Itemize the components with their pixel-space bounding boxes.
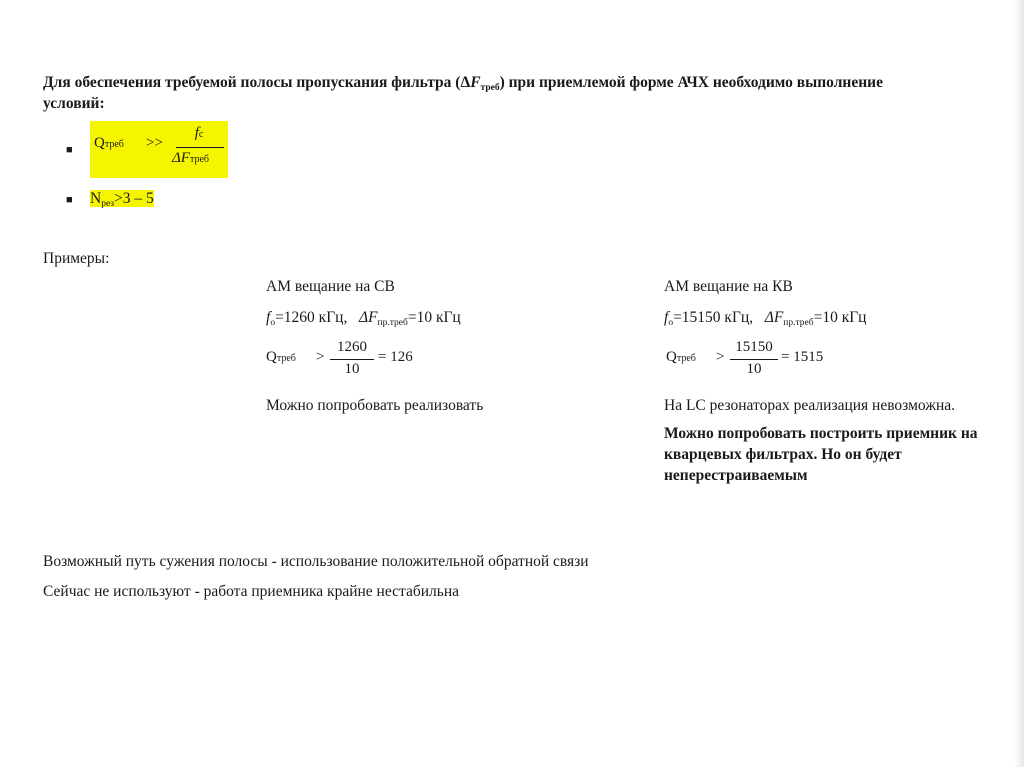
slide-edge-shadow bbox=[1014, 0, 1024, 767]
intro-line-2: условий: bbox=[43, 95, 105, 112]
example-left-params: $f_o=1260$ кГц, $\Delta F_{пр.треб}=10$ кГц bbox=[266, 309, 461, 328]
fraction-bar bbox=[176, 147, 224, 148]
example-right-title: АМ вещание на КВ bbox=[664, 278, 793, 295]
example-right-note-2-line-3: неперестраиваемым bbox=[664, 467, 808, 484]
condition-n-rez: $N_{рез}>3 - 5$ bbox=[90, 190, 154, 209]
fraction-bar bbox=[730, 359, 778, 360]
example-right-note-1: На LC резонаторах реализация невозможна. bbox=[664, 397, 956, 414]
example-left-note: Можно попробовать реализовать bbox=[266, 397, 484, 414]
example-right-note-2-line-1: Можно попробовать построить приемник на bbox=[664, 425, 978, 442]
condition-q-formula: Qтреб >> fc ΔFтреб bbox=[90, 121, 228, 178]
footer-line-2: Сейчас не используют - работа приемника крайне нестабильна bbox=[43, 583, 460, 600]
example-right-params: $f_o=15150$ кГц, $\Delta F_{пр.треб}=10$ кГц bbox=[664, 309, 867, 328]
footer-line-1: Возможный путь сужения полосы - использование положительной обратной связи bbox=[43, 553, 589, 570]
fraction-bar bbox=[330, 359, 374, 360]
intro-line-1: Для обеспечения требуемой полосы пропускания фильтра $(\Delta F_{треб})$ при приемлемой форме АЧХ необходимо выполнение bbox=[43, 74, 883, 93]
examples-heading: Примеры: bbox=[43, 250, 110, 267]
example-left-formula: Qтреб > 1260 10 = 126 bbox=[266, 339, 413, 377]
example-right-note-2-line-2: кварцевых фильтрах. Но он будет bbox=[664, 446, 902, 463]
example-left-title: АМ вещание на СВ bbox=[266, 278, 395, 295]
example-right-formula: Qтреб > 15150 10 = 1515 bbox=[666, 339, 824, 377]
bullet-1: ■ bbox=[66, 144, 73, 156]
bullet-2: ■ bbox=[66, 194, 73, 206]
formula-denominator: ΔFтреб bbox=[172, 150, 209, 166]
formula-numerator: fc bbox=[194, 125, 204, 141]
